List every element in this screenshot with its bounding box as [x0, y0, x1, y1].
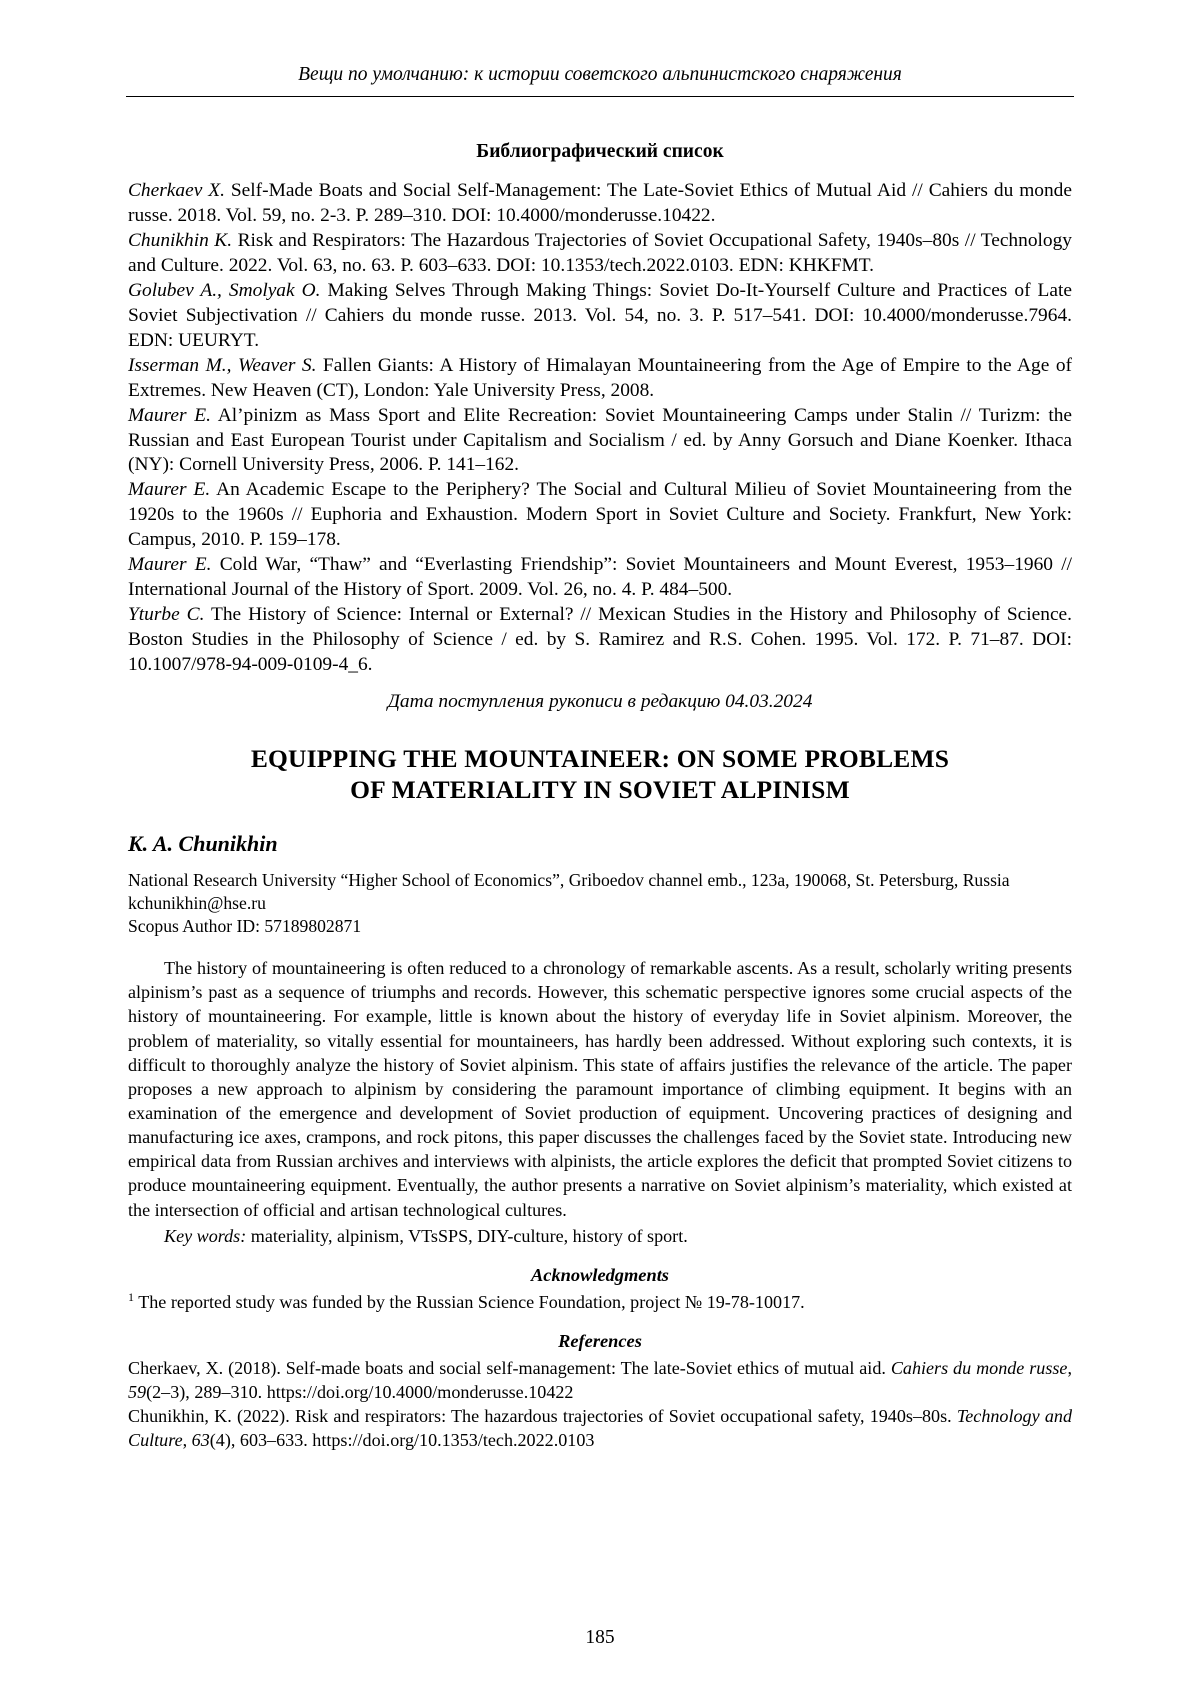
bibliography-entry: [128, 279, 1072, 354]
entry-text: The History of Science: Internal or External? // Mexican Studies in the History and Philosophy of Science. Boston Studies in the Philosophy of Science / ed. by S. Ramirez and R.S. Cohen. 1995. Vol. 172. P. 71–87. DOI: 10.1007/978-94-009-0109-4_6.: [128, 604, 1073, 675]
reference-volume: 59: [128, 1381, 147, 1402]
entry-author: Maurer E.: [128, 404, 211, 426]
acknowledgments-body: The reported study was funded by the Russian Science Foundation, project № 19-78-10017.: [134, 1291, 805, 1312]
reference-part: ,: [1067, 1357, 1072, 1378]
keywords: [128, 1224, 1072, 1248]
entry-text: Al’pinizm as Mass Sport and Elite Recreation: Soviet Mountaineering Camps under Stalin // Turizm: the Russian and East European Tourist under Capitalism and Socialism / ed. by Anny Gorsuch and Diane Koenker. Ithaca (NY): Cornell University Press, 2006. P. 141–162.: [128, 404, 1073, 476]
author-email: kchunikhin@hse.ru: [128, 893, 266, 914]
bibliography-entry: [128, 404, 1072, 479]
entry-text: Making Selves Through Making Things: Soviet Do-It-Yourself Culture and Practices of Late Soviet Subjectivation // Cahiers du monde russe. 2013. Vol. 54, no. 3. P. 517–541. DOI: 10.4000/monderusse.7964. EDN: UEURYT.: [128, 280, 1072, 351]
entry-text: Self-Made Boats and Social Self-Management: The Late-Soviet Ethics of Mutual Aid // Cahiers du monde russe. 2018. Vol. 59, no. 2-3. P. 289–310. DOI: 10.4000/monderusse.10422.: [128, 180, 1072, 227]
bibliography-entry: [128, 229, 1072, 279]
entry-text: Fallen Giants: A History of Himalayan Mountaineering from the Age of Empire to the Age of Extremes. New Heaven (CT), London: Yale University Press, 2008.: [128, 354, 1072, 401]
reference-volume: 63: [191, 1430, 210, 1451]
entry-text: Risk and Respirators: The Hazardous Trajectories of Soviet Occupational Safety, 1940s–80s // Technology and Culture. 2022. Vol. 63, no. 63. P. 603–633. DOI: 10.1353/tech.2022.0103. EDN: KHKFMT.: [128, 230, 1072, 277]
keywords-text: materiality, alpinism, VTsSPS, DIY-culture, history of sport.: [246, 1225, 688, 1246]
entry-author: Golubev A., Smolyak O.: [128, 280, 321, 302]
acknowledgments-text: [128, 1290, 1072, 1314]
reference-part: Cherkaev, X. (2018). Self-made boats and social self-management: The late-Soviet ethics of mutual aid.: [128, 1357, 891, 1378]
reference-part: ,: [182, 1430, 192, 1451]
bibliography-title: Библиографический список: [476, 141, 724, 163]
bibliography-list: [128, 179, 1072, 677]
references-list: [128, 1356, 1072, 1452]
abstract-text: The history of mountaineering is often reduced to a chronology of remarkable ascents. As a result, scholarly writing presents alpinism’s past as a sequence of triumphs and records. However, this schematic perspective ignores some crucial aspects of the history of mountaineering. For example, little is known about the history of everyday life in Soviet alpinism. Moreover, the problem of materiality, so vitally essential for mountaineers, has hardly been addressed. Without exploring such contexts, it is difficult to thoroughly analyze the history of Soviet alpinism. This state of affairs justifies the relevance of the article. The paper proposes a new approach to alpinism by considering the paramount importance of climbing equipment. It begins with an examination of the emergence and development of Soviet production of equipment. Uncovering practices of designing and manufacturing ice axes, crampons, and rock pitons, this paper discusses the challenges faced by the Soviet state. Introducing new empirical data from Russian archives and interviews with alpinists, the article explores the deficit that prompted Soviet citizens to produce mountaineering equipment. Eventually, the author presents a narrative on Soviet alpinism’s materiality, which existed at the intersection of official and artisan technological cultures.: [128, 958, 1072, 1220]
bibliography-entry: [128, 179, 1072, 229]
bibliography-entry: [128, 553, 1072, 603]
reference-entry: [128, 1356, 1072, 1404]
entry-author: Cherkaev X.: [128, 180, 225, 202]
keywords-label: Key words:: [164, 1225, 247, 1246]
reference-journal: Cahiers du monde russe: [890, 1357, 1068, 1378]
page-number: 185: [585, 1627, 615, 1648]
paper-author: K. A. Chunikhin: [128, 831, 278, 856]
entry-text: Cold War, “Thaw” and “Everlasting Friendship”: Soviet Mountaineers and Mount Everest, 1953–1960 // International Journal of the History of Sport. 2009. Vol. 26, no. 4. P. 484–500.: [128, 554, 1072, 601]
entry-author: Isserman M., Weaver S.: [128, 354, 317, 376]
abstract: [128, 956, 1072, 1248]
submission-date: Дата поступления рукописи в редакцию 04.03.2024: [387, 690, 813, 712]
entry-author: Chunikhin K.: [128, 230, 233, 252]
footnote-marker: 1: [128, 1289, 134, 1304]
entry-author: Maurer E.: [128, 554, 212, 576]
reference-part: (2–3), 289–310. https://doi.org/10.4000/monderusse.10422: [146, 1381, 574, 1402]
paper-title-line-1: EQUIPPING THE MOUNTAINEER: ON SOME PROBLEMS: [250, 743, 950, 773]
entry-text: An Academic Escape to the Periphery? The Social and Cultural Milieu of Soviet Mountaineering from the 1920s to the 1960s // Euphoria and Exhaustion. Modern Sport in Soviet Culture and Society. Frankfurt, New York: Campus, 2010. P. 159–178.: [128, 479, 1072, 551]
paper-affiliation: National Research University “Higher School of Economics”, Griboedov channel emb., 123a, 190068, St. Petersburg, Russia: [128, 870, 1010, 890]
bibliography-entry: [128, 603, 1072, 678]
scopus-author-id: Scopus Author ID: 57189802871: [128, 916, 362, 937]
running-head: Вещи по умолчанию: к истории советского альпинистского снаряжения: [298, 64, 902, 85]
acknowledgments-title: Acknowledgments: [531, 1264, 669, 1285]
bibliography-entry: [128, 354, 1072, 404]
paper-title-line-2: OF MATERIALITY IN SOVIET ALPINISM: [350, 774, 850, 804]
paper-title: [128, 743, 1072, 805]
entry-author: Maurer E.: [128, 479, 211, 501]
reference-part: Chunikhin, K. (2022). Risk and respirators: The hazardous trajectories of Soviet occupational safety, 1940s–80s.: [128, 1406, 957, 1427]
reference-journal: Technology and Culture: [128, 1406, 1072, 1451]
reference-entry: [128, 1404, 1072, 1452]
header-rule: [126, 96, 1074, 97]
bibliography-entry: [128, 478, 1072, 553]
reference-part: (4), 603–633. https://doi.org/10.1353/tech.2022.0103: [209, 1430, 595, 1451]
references-title: References: [558, 1330, 642, 1351]
entry-author: Yturbe C.: [128, 604, 205, 626]
